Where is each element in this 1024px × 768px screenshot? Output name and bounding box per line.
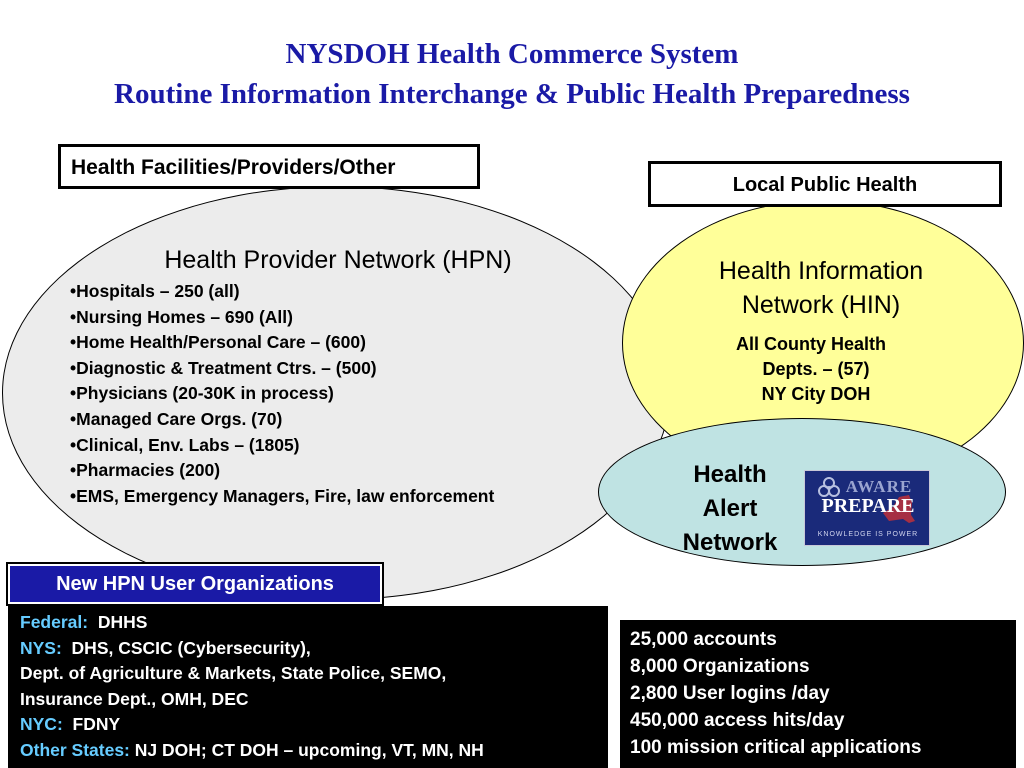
nyc-row [20, 712, 608, 738]
hpn-item-managed-care: •Managed Care Orgs. (70) [70, 408, 283, 429]
stat-logins: 2,800 User logins /day [630, 683, 830, 704]
hin-body [680, 332, 952, 407]
page-title-line2: Routine Information Interchange & Public Health Preparedness [114, 78, 910, 110]
other-states-row [20, 738, 608, 764]
stat-organizations: 8,000 Organizations [630, 656, 810, 677]
hin-title-line2: Network (HIN) [741, 291, 901, 319]
hpn-item-labs: •Clinical, Env. Labs – (1805) [70, 434, 300, 455]
new-hpn-heading: New HPN User Organizations [8, 564, 382, 604]
hpn-item-ems: •EMS, Emergency Managers, Fire, law enforcement [70, 485, 495, 506]
han-title-line3: Network [682, 529, 778, 556]
federal-row [20, 610, 608, 636]
han-title-line2: Alert [702, 495, 758, 522]
hpn-item-diagnostic: •Diagnostic & Treatment Ctrs. – (500) [70, 357, 377, 378]
local-public-health-label: Local Public Health [648, 161, 1002, 207]
hin-body-line3: NY City DOH [761, 384, 871, 404]
hpn-item-pharmacies: •Pharmacies (200) [70, 460, 221, 481]
han-title [660, 458, 800, 560]
nyc-label: NYC: [20, 714, 63, 735]
stats-panel [620, 620, 1016, 768]
hpn-list [70, 279, 610, 509]
other-states-value: NJ DOH; CT DOH – upcoming, VT, MN, NH [134, 739, 484, 760]
logo-prepare-text: PREPARE [821, 495, 915, 517]
hin-title-line1: Health Information [718, 257, 924, 285]
nys-value: DHS, CSCIC (Cybersecurity), [71, 637, 311, 658]
health-facilities-label: Health Facilities/Providers/Other [58, 144, 480, 189]
nys-row [20, 636, 608, 662]
new-hpn-orgs-panel [8, 606, 608, 768]
federal-value: DHHS [97, 612, 148, 632]
stat-accounts: 25,000 accounts [630, 629, 777, 650]
federal-label: Federal: [20, 612, 89, 632]
hpn-item-hospitals: •Hospitals – 250 (all) [70, 281, 240, 301]
other-states-label: Other States: [20, 739, 130, 760]
hin-body-line1: All County Health [735, 334, 886, 354]
logo-tagline-text: KNOWLEDGE IS POWER [817, 531, 919, 538]
page-title-line1: NYSDOH Health Commerce System [285, 38, 739, 70]
hin-body-line2: Depts. – (57) [762, 359, 870, 379]
nys-line3: Insurance Dept., OMH, DEC [20, 688, 249, 709]
hpn-item-physicians: •Physicians (20-30K in process) [70, 383, 334, 404]
aware-prepare-logo [804, 470, 930, 546]
hin-title [660, 254, 982, 322]
hpn-item-nursing-homes: •Nursing Homes – 690 (All) [70, 306, 293, 327]
stat-access-hits: 450,000 access hits/day [630, 710, 845, 731]
logo-aware-text: AWARE [845, 477, 913, 496]
hpn-title: Health Provider Network (HPN) [164, 246, 512, 274]
han-title-line1: Health [693, 461, 767, 488]
nys-line2: Dept. of Agriculture & Markets, State Police, SEMO, [20, 663, 447, 684]
hpn-item-home-health: •Home Health/Personal Care – (600) [70, 332, 366, 353]
nyc-value: FDNY [72, 714, 121, 735]
stat-applications: 100 mission critical applications [630, 737, 922, 758]
nys-label: NYS: [20, 637, 62, 658]
